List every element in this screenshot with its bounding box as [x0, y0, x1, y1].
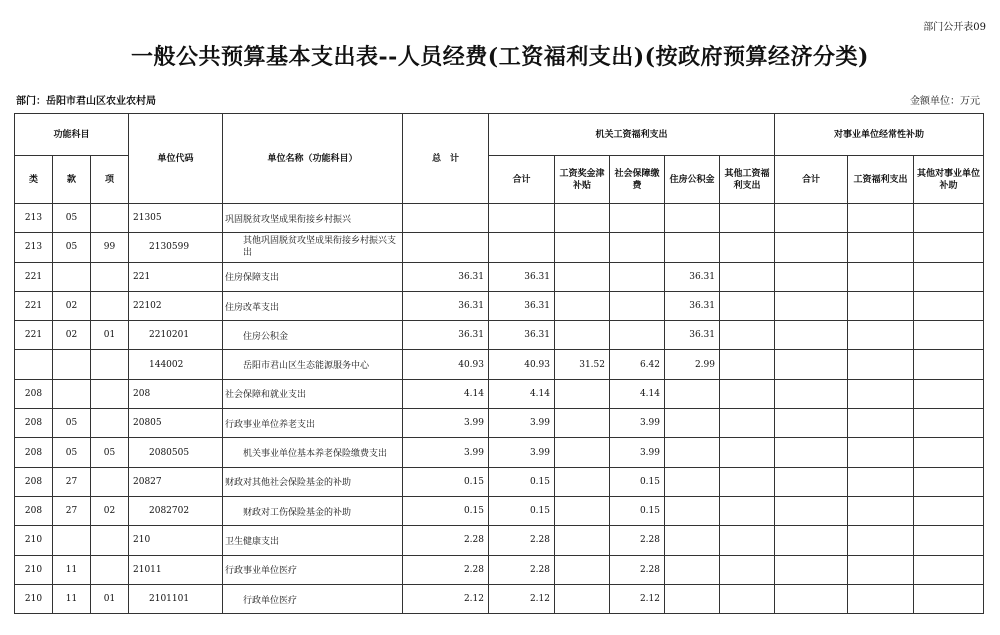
header-kuan: 款 [53, 156, 91, 204]
cell-xiang [91, 526, 129, 555]
header-org-sum: 合计 [489, 156, 555, 204]
cell-pub-sum [775, 321, 848, 350]
cell-pub-wage [848, 233, 914, 262]
table-row [15, 438, 984, 467]
cell-kuan [53, 526, 91, 555]
table-row [15, 233, 984, 262]
cell-org-other [720, 350, 775, 379]
header-pub-sum: 合计 [775, 156, 848, 204]
cell-pub-sum [775, 409, 848, 438]
cell-org-other [720, 321, 775, 350]
cell-name: 岳阳市君山区生态能源服务中心 [223, 350, 403, 379]
cell-xiang [91, 291, 129, 320]
cell-xiang: 05 [91, 438, 129, 467]
cell-xiang: 02 [91, 496, 129, 525]
cell-kuan: 27 [53, 467, 91, 496]
cell-pub-other [914, 350, 984, 379]
cell-pub-wage [848, 496, 914, 525]
cell-org-bonus [555, 496, 610, 525]
cell-org-sum: 40.93 [489, 350, 555, 379]
cell-org-other [720, 438, 775, 467]
table-row [15, 526, 984, 555]
cell-lei: 208 [15, 496, 53, 525]
cell-lei: 221 [15, 291, 53, 320]
cell-org-housing [665, 526, 720, 555]
cell-code: 2130599 [129, 233, 223, 262]
cell-pub-sum [775, 350, 848, 379]
cell-name: 财政对其他社会保险基金的补助 [223, 467, 403, 496]
cell-org-social [610, 321, 665, 350]
cell-org-housing [665, 438, 720, 467]
cell-org-housing: 36.31 [665, 262, 720, 291]
cell-pub-other [914, 496, 984, 525]
cell-org-sum: 2.28 [489, 526, 555, 555]
cell-pub-other [914, 409, 984, 438]
cell-pub-other [914, 233, 984, 262]
cell-org-other [720, 496, 775, 525]
form-number: 部门公开表09 [923, 22, 986, 33]
cell-org-social: 3.99 [610, 438, 665, 467]
cell-kuan: 05 [53, 438, 91, 467]
cell-code: 2080505 [129, 438, 223, 467]
cell-org-sum: 36.31 [489, 321, 555, 350]
cell-total: 0.15 [403, 467, 489, 496]
cell-org-bonus [555, 467, 610, 496]
cell-total: 36.31 [403, 262, 489, 291]
cell-name: 住房公积金 [223, 321, 403, 350]
cell-org-social: 2.28 [610, 526, 665, 555]
cell-org-bonus [555, 321, 610, 350]
cell-name: 卫生健康支出 [223, 526, 403, 555]
cell-code: 21011 [129, 555, 223, 584]
cell-xiang [91, 555, 129, 584]
cell-org-housing [665, 409, 720, 438]
cell-pub-other [914, 379, 984, 408]
cell-org-social [610, 233, 665, 262]
cell-pub-other [914, 467, 984, 496]
cell-pub-other [914, 204, 984, 233]
table-row [15, 321, 984, 350]
cell-pub-sum [775, 438, 848, 467]
cell-org-sum [489, 233, 555, 262]
cell-org-bonus: 31.52 [555, 350, 610, 379]
cell-org-social: 0.15 [610, 467, 665, 496]
cell-code: 144002 [129, 350, 223, 379]
department-label: 部门：岳阳市君山区农业农村局 [16, 96, 156, 107]
cell-pub-wage [848, 584, 914, 613]
cell-pub-wage [848, 321, 914, 350]
table-row [15, 496, 984, 525]
cell-xiang [91, 262, 129, 291]
header-org-housing: 住房公积金 [665, 156, 720, 204]
page-title: 一般公共预算基本支出表--人员经费(工资福利支出)(按政府预算经济分类) [131, 44, 869, 70]
table-row [15, 467, 984, 496]
cell-xiang [91, 467, 129, 496]
cell-total: 36.31 [403, 321, 489, 350]
cell-lei: 208 [15, 467, 53, 496]
cell-kuan: 11 [53, 555, 91, 584]
cell-pub-wage [848, 467, 914, 496]
cell-pub-sum [775, 204, 848, 233]
cell-xiang [91, 350, 129, 379]
cell-org-sum: 4.14 [489, 379, 555, 408]
cell-kuan: 05 [53, 204, 91, 233]
cell-org-housing [665, 233, 720, 262]
cell-pub-sum [775, 496, 848, 525]
cell-name: 机关事业单位基本养老保险缴费支出 [223, 438, 403, 467]
table-row [15, 350, 984, 379]
cell-kuan: 27 [53, 496, 91, 525]
cell-lei: 213 [15, 204, 53, 233]
cell-org-bonus [555, 291, 610, 320]
cell-lei: 221 [15, 321, 53, 350]
cell-org-housing: 2.99 [665, 350, 720, 379]
cell-code: 21305 [129, 204, 223, 233]
table-row [15, 584, 984, 613]
cell-org-sum: 0.15 [489, 496, 555, 525]
header-unit-code: 单位代码 [129, 114, 223, 204]
cell-pub-wage [848, 204, 914, 233]
cell-org-housing [665, 496, 720, 525]
cell-org-social: 2.12 [610, 584, 665, 613]
cell-org-bonus [555, 584, 610, 613]
cell-org-social: 3.99 [610, 409, 665, 438]
cell-org-sum [489, 204, 555, 233]
cell-pub-wage [848, 438, 914, 467]
cell-total: 36.31 [403, 291, 489, 320]
cell-name: 住房保障支出 [223, 262, 403, 291]
cell-xiang [91, 409, 129, 438]
cell-code: 2101101 [129, 584, 223, 613]
cell-kuan [53, 379, 91, 408]
cell-org-other [720, 526, 775, 555]
cell-pub-sum [775, 233, 848, 262]
cell-org-other [720, 233, 775, 262]
cell-total: 4.14 [403, 379, 489, 408]
cell-total: 2.28 [403, 526, 489, 555]
cell-total [403, 233, 489, 262]
cell-kuan: 02 [53, 321, 91, 350]
cell-lei: 213 [15, 233, 53, 262]
cell-code: 221 [129, 262, 223, 291]
cell-org-sum: 36.31 [489, 291, 555, 320]
cell-total [403, 204, 489, 233]
cell-org-bonus [555, 204, 610, 233]
cell-name: 住房改革支出 [223, 291, 403, 320]
cell-code: 20805 [129, 409, 223, 438]
header-pub-other: 其他对事业单位补助 [914, 156, 984, 204]
cell-name: 财政对工伤保险基金的补助 [223, 496, 403, 525]
cell-pub-wage [848, 350, 914, 379]
header-org-other: 其他工资福利支出 [720, 156, 775, 204]
cell-org-bonus [555, 233, 610, 262]
cell-pub-wage [848, 262, 914, 291]
cell-xiang [91, 379, 129, 408]
header-xiang: 项 [91, 156, 129, 204]
cell-org-social [610, 262, 665, 291]
header-unit-name: 单位名称（功能科目） [223, 114, 403, 204]
cell-org-housing [665, 584, 720, 613]
cell-org-housing: 36.31 [665, 291, 720, 320]
header-func-subject: 功能科目 [15, 114, 129, 156]
cell-lei: 210 [15, 555, 53, 584]
cell-org-other [720, 204, 775, 233]
cell-org-social [610, 291, 665, 320]
cell-code: 2082702 [129, 496, 223, 525]
cell-org-sum: 0.15 [489, 467, 555, 496]
cell-total: 3.99 [403, 438, 489, 467]
cell-name: 社会保障和就业支出 [223, 379, 403, 408]
cell-org-bonus [555, 379, 610, 408]
cell-pub-wage [848, 409, 914, 438]
cell-pub-wage [848, 555, 914, 584]
cell-xiang: 99 [91, 233, 129, 262]
cell-lei: 221 [15, 262, 53, 291]
cell-pub-other [914, 555, 984, 584]
table-row [15, 379, 984, 408]
cell-pub-other [914, 262, 984, 291]
cell-org-bonus [555, 555, 610, 584]
cell-xiang: 01 [91, 321, 129, 350]
cell-pub-sum [775, 526, 848, 555]
cell-lei: 208 [15, 379, 53, 408]
header-pub-wage: 工资福利支出 [848, 156, 914, 204]
cell-lei: 210 [15, 526, 53, 555]
cell-pub-sum [775, 555, 848, 584]
cell-org-social: 4.14 [610, 379, 665, 408]
table-body [15, 204, 984, 614]
cell-pub-sum [775, 467, 848, 496]
cell-kuan: 02 [53, 291, 91, 320]
cell-total: 3.99 [403, 409, 489, 438]
cell-lei: 210 [15, 584, 53, 613]
cell-org-sum: 3.99 [489, 409, 555, 438]
cell-org-bonus [555, 438, 610, 467]
cell-pub-wage [848, 526, 914, 555]
cell-total: 0.15 [403, 496, 489, 525]
cell-pub-sum [775, 291, 848, 320]
cell-org-bonus [555, 409, 610, 438]
cell-org-social: 2.28 [610, 555, 665, 584]
header-pub-group: 对事业单位经常性补助 [775, 114, 984, 156]
table-header [15, 114, 984, 204]
table-row [15, 409, 984, 438]
cell-org-other [720, 467, 775, 496]
cell-pub-sum [775, 379, 848, 408]
header-org-group: 机关工资福利支出 [489, 114, 775, 156]
budget-table [14, 113, 984, 614]
cell-org-housing [665, 555, 720, 584]
cell-code: 2210201 [129, 321, 223, 350]
cell-org-other [720, 555, 775, 584]
cell-org-sum: 2.28 [489, 555, 555, 584]
table-row [15, 204, 984, 233]
cell-name: 其他巩固脱贫攻坚成果衔接乡村振兴支出 [223, 233, 403, 262]
cell-name: 行政事业单位医疗 [223, 555, 403, 584]
cell-org-other [720, 291, 775, 320]
table-row [15, 555, 984, 584]
cell-code: 210 [129, 526, 223, 555]
cell-org-other [720, 409, 775, 438]
cell-lei [15, 350, 53, 379]
cell-org-sum: 36.31 [489, 262, 555, 291]
cell-total: 40.93 [403, 350, 489, 379]
cell-pub-sum [775, 262, 848, 291]
amount-unit-label: 金额单位：万元 [910, 96, 980, 107]
cell-org-bonus [555, 262, 610, 291]
cell-kuan: 05 [53, 409, 91, 438]
cell-total: 2.12 [403, 584, 489, 613]
table-row [15, 291, 984, 320]
cell-org-other [720, 262, 775, 291]
cell-name: 行政事业单位养老支出 [223, 409, 403, 438]
cell-name: 巩固脱贫攻坚成果衔接乡村振兴 [223, 204, 403, 233]
cell-org-housing [665, 379, 720, 408]
cell-pub-other [914, 584, 984, 613]
header-org-social: 社会保障缴费 [610, 156, 665, 204]
cell-kuan [53, 262, 91, 291]
cell-org-housing [665, 467, 720, 496]
cell-org-bonus [555, 526, 610, 555]
cell-xiang: 01 [91, 584, 129, 613]
header-lei: 类 [15, 156, 53, 204]
header-total: 总 计 [403, 114, 489, 204]
cell-org-social: 6.42 [610, 350, 665, 379]
cell-org-sum: 2.12 [489, 584, 555, 613]
cell-total: 2.28 [403, 555, 489, 584]
cell-org-other [720, 584, 775, 613]
cell-kuan [53, 350, 91, 379]
cell-pub-wage [848, 379, 914, 408]
cell-pub-wage [848, 291, 914, 320]
cell-pub-other [914, 438, 984, 467]
header-org-bonus: 工资奖金津补贴 [555, 156, 610, 204]
cell-lei: 208 [15, 409, 53, 438]
cell-org-social: 0.15 [610, 496, 665, 525]
cell-org-housing: 36.31 [665, 321, 720, 350]
table-row [15, 262, 984, 291]
cell-org-sum: 3.99 [489, 438, 555, 467]
cell-org-housing [665, 204, 720, 233]
cell-pub-other [914, 291, 984, 320]
cell-pub-other [914, 321, 984, 350]
cell-pub-sum [775, 584, 848, 613]
cell-lei: 208 [15, 438, 53, 467]
cell-code: 20827 [129, 467, 223, 496]
cell-code: 208 [129, 379, 223, 408]
cell-kuan: 05 [53, 233, 91, 262]
cell-code: 22102 [129, 291, 223, 320]
cell-name: 行政单位医疗 [223, 584, 403, 613]
cell-kuan: 11 [53, 584, 91, 613]
cell-pub-other [914, 526, 984, 555]
cell-org-social [610, 204, 665, 233]
cell-org-other [720, 379, 775, 408]
cell-xiang [91, 204, 129, 233]
